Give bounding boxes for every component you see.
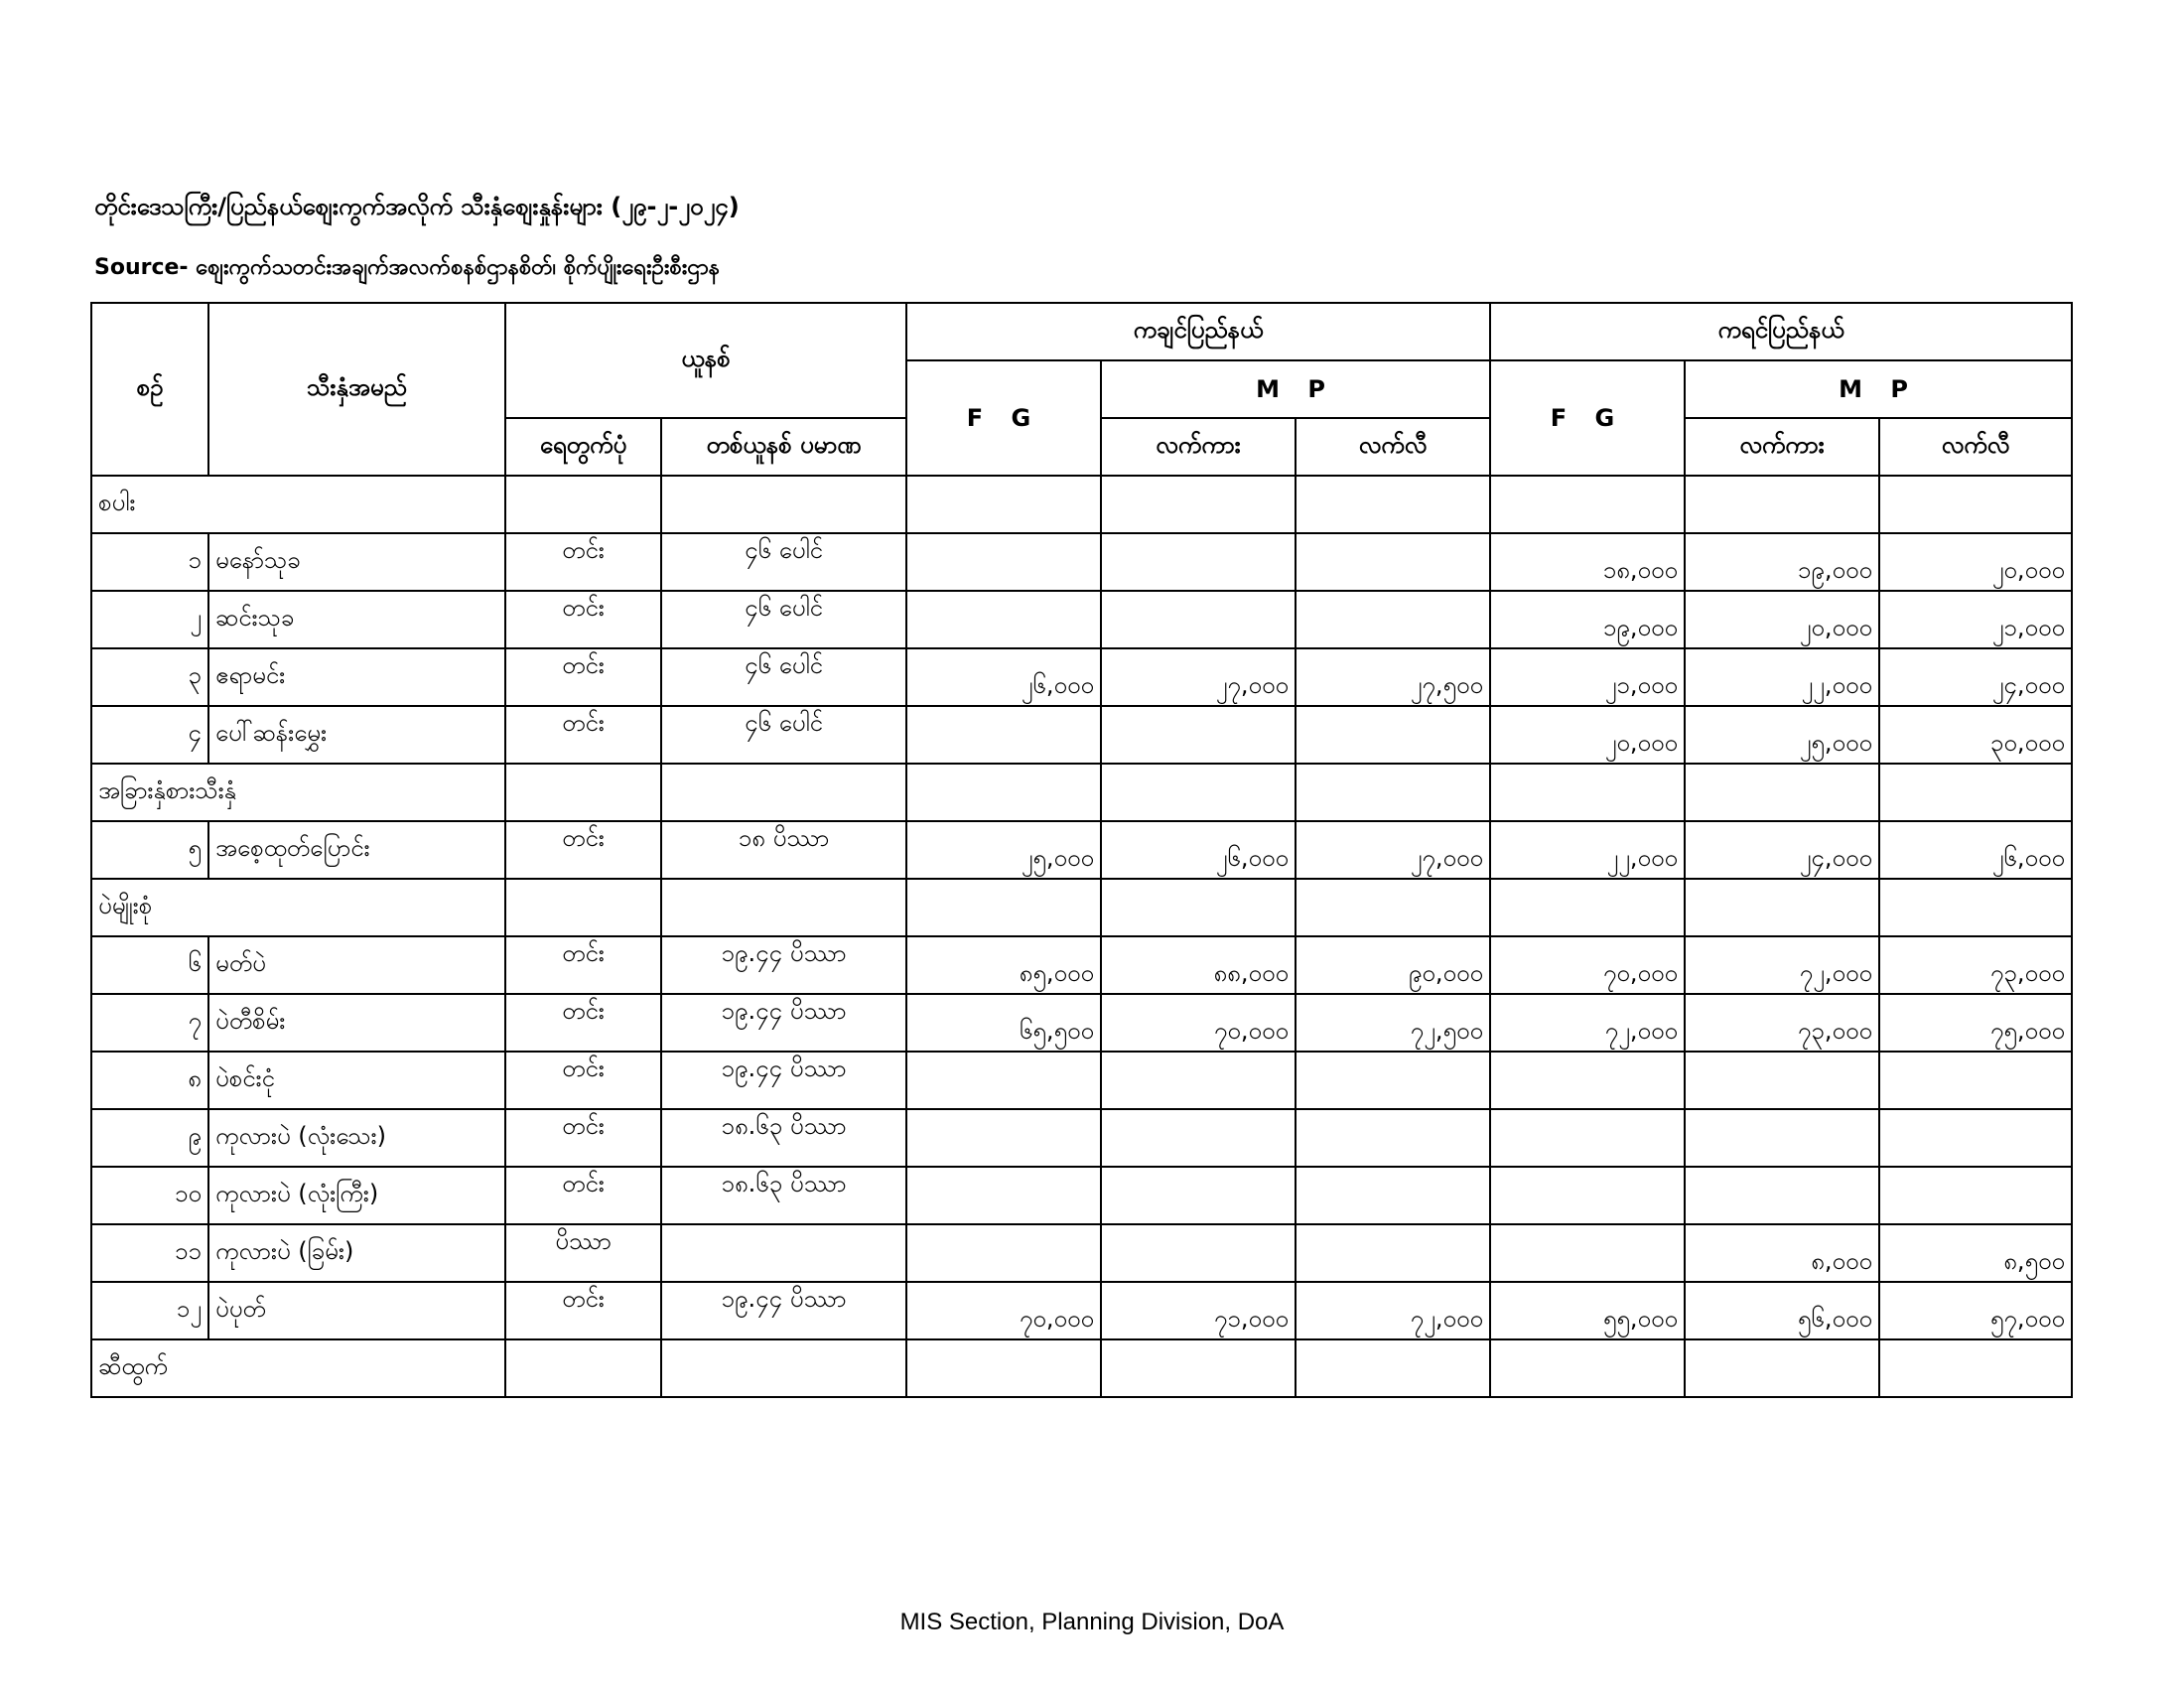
- kayin-retail-price: ၂၆,၀၀၀: [1879, 821, 2072, 879]
- kachin-retail-price: [1296, 533, 1490, 591]
- kachin-retail-price: [1296, 1109, 1490, 1167]
- page-footer: MIS Section, Planning Division, DoA: [899, 1609, 1285, 1635]
- kachin-wholesale-price: [1101, 706, 1296, 764]
- kayin-retail-price: [1879, 1109, 2072, 1167]
- table-row: [91, 591, 2072, 648]
- kayin-fg-price: [1490, 1052, 1685, 1109]
- header-kayin-mp: M P: [1685, 360, 2072, 418]
- source-line: Source- စျေးကွက်သတင်းအချက်အလက်စနစ်ဌာနစိတ်၊ စိုက်ပျိုးရေးဦးစီးဌာန: [94, 255, 720, 280]
- kayin-wholesale-price: ၇၃,၀၀၀: [1685, 994, 1879, 1052]
- per-unit-qty: ၁၉.၄၄ ပိဿာ: [661, 1282, 906, 1339]
- crop-name: ပဲပုတ်: [208, 1282, 505, 1339]
- row-no: ၆: [91, 936, 208, 994]
- kayin-fg-price: [1490, 1109, 1685, 1167]
- header-kachin-state: ကချင်ပြည်နယ်: [906, 303, 1490, 360]
- crop-name: ဆင်းသုခ: [208, 591, 505, 648]
- kachin-retail-price: ၂၇,၀၀၀: [1296, 821, 1490, 879]
- per-unit-qty: ၁၈.၆၃ ပိဿာ: [661, 1109, 906, 1167]
- kayin-fg-price: ၁၈,၀၀၀: [1490, 533, 1685, 591]
- table-row: [91, 1282, 2072, 1339]
- crop-name: ကုလားပဲ (လုံးသေး): [208, 1109, 505, 1167]
- crop-name: ဧရာမင်း: [208, 648, 505, 706]
- crop-name: မနော်သုခ: [208, 533, 505, 591]
- table-row: [91, 994, 2072, 1052]
- kachin-wholesale-price: [1101, 1224, 1296, 1282]
- header-kayin-retail: လက်လီ: [1879, 418, 2072, 476]
- row-no: ၁: [91, 533, 208, 591]
- unit-type: တင်း: [505, 648, 661, 706]
- per-unit-qty: [661, 1224, 906, 1282]
- kayin-retail-price: [1879, 1167, 2072, 1224]
- kachin-fg-price: [906, 533, 1101, 591]
- unit-type: တင်း: [505, 1167, 661, 1224]
- category-row: [91, 764, 2072, 821]
- table-body: [91, 476, 2072, 1397]
- row-no: ၁၂: [91, 1282, 208, 1339]
- kayin-fg-price: ၇၀,၀၀၀: [1490, 936, 1685, 994]
- crop-name: ပဲစင်းငုံ: [208, 1052, 505, 1109]
- category-row: [91, 1339, 2072, 1397]
- header-unit-group: ယူနစ်: [505, 303, 906, 418]
- kayin-retail-price: ၂၀,၀၀၀: [1879, 533, 2072, 591]
- kayin-retail-price: ၈,၅၀၀: [1879, 1224, 2072, 1282]
- category-label-pulses: ပဲမျိုးစုံ: [91, 879, 505, 936]
- kayin-wholesale-price: [1685, 1167, 1879, 1224]
- crop-name: အစေ့ထုတ်ပြောင်း: [208, 821, 505, 879]
- crop-name: မတ်ပဲ: [208, 936, 505, 994]
- unit-type: တင်း: [505, 1282, 661, 1339]
- table-row: [91, 821, 2072, 879]
- kachin-wholesale-price: ၇၁,၀၀၀: [1101, 1282, 1296, 1339]
- kachin-fg-price: [906, 591, 1101, 648]
- kayin-wholesale-price: ၂၄,၀၀၀: [1685, 821, 1879, 879]
- kayin-wholesale-price: ၂၀,၀၀၀: [1685, 591, 1879, 648]
- kachin-fg-price: [906, 1052, 1101, 1109]
- kachin-fg-price: ၈၅,၀၀၀: [906, 936, 1101, 994]
- kayin-retail-price: ၇၅,၀၀၀: [1879, 994, 2072, 1052]
- row-no: ၂: [91, 591, 208, 648]
- kachin-retail-price: [1296, 1167, 1490, 1224]
- kachin-fg-price: ၂၆,၀၀၀: [906, 648, 1101, 706]
- crop-name: ကုလားပဲ (ခြမ်း): [208, 1224, 505, 1282]
- kayin-fg-price: ၂၂,၀၀၀: [1490, 821, 1685, 879]
- kachin-fg-price: [906, 1224, 1101, 1282]
- row-no: ၅: [91, 821, 208, 879]
- table-row: [91, 1224, 2072, 1282]
- kachin-fg-price: [906, 706, 1101, 764]
- unit-type: တင်း: [505, 821, 661, 879]
- unit-type: တင်း: [505, 994, 661, 1052]
- kachin-retail-price: ၂၇,၅၀၀: [1296, 648, 1490, 706]
- category-label-oilseeds: ဆီထွက်: [91, 1339, 505, 1397]
- table-row: [91, 1109, 2072, 1167]
- per-unit-qty: ၁၉.၄၄ ပိဿာ: [661, 1052, 906, 1109]
- kayin-fg-price: ၂၀,၀၀၀: [1490, 706, 1685, 764]
- kachin-retail-price: [1296, 706, 1490, 764]
- per-unit-qty: ၁၉.၄၄ ပိဿာ: [661, 936, 906, 994]
- kachin-fg-price: ၂၅,၀၀၀: [906, 821, 1101, 879]
- kayin-wholesale-price: ၅၆,၀၀၀: [1685, 1282, 1879, 1339]
- unit-type: ပိဿာ: [505, 1224, 661, 1282]
- row-no: ၇: [91, 994, 208, 1052]
- kachin-retail-price: [1296, 1052, 1490, 1109]
- kayin-fg-price: ၂၁,၀၀၀: [1490, 648, 1685, 706]
- header-per-unit-qty: တစ်ယူနစ် ပမာဏ: [661, 418, 906, 476]
- kayin-wholesale-price: ၂၂,၀၀၀: [1685, 648, 1879, 706]
- kayin-fg-price: ၅၅,၀၀၀: [1490, 1282, 1685, 1339]
- kachin-fg-price: ၆၅,၅၀၀: [906, 994, 1101, 1052]
- kayin-fg-price: ၁၉,၀၀၀: [1490, 591, 1685, 648]
- kachin-wholesale-price: [1101, 1167, 1296, 1224]
- kachin-wholesale-price: ၂၆,၀၀၀: [1101, 821, 1296, 879]
- header-kayin-wholesale: လက်ကား: [1685, 418, 1879, 476]
- table-row: [91, 648, 2072, 706]
- table-row: [91, 1052, 2072, 1109]
- kachin-retail-price: ၉၀,၀၀၀: [1296, 936, 1490, 994]
- crop-name: ပေါ်ဆန်းမွှေး: [208, 706, 505, 764]
- kachin-wholesale-price: ၂၇,၀၀၀: [1101, 648, 1296, 706]
- kayin-retail-price: ၂၄,၀၀၀: [1879, 648, 2072, 706]
- kayin-wholesale-price: ၈,၀၀၀: [1685, 1224, 1879, 1282]
- kayin-wholesale-price: [1685, 1052, 1879, 1109]
- kayin-wholesale-price: ၇၂,၀၀၀: [1685, 936, 1879, 994]
- crop-name: ကုလားပဲ (လုံးကြီး): [208, 1167, 505, 1224]
- header-kayin-state: ကရင်ပြည်နယ်: [1490, 303, 2072, 360]
- per-unit-qty: ၄၆ ပေါင်: [661, 533, 906, 591]
- unit-type: တင်း: [505, 1109, 661, 1167]
- header-kachin-fg: F G: [906, 360, 1101, 476]
- kachin-wholesale-price: [1101, 591, 1296, 648]
- kayin-retail-price: ၃၀,၀၀၀: [1879, 706, 2072, 764]
- unit-type: တင်း: [505, 533, 661, 591]
- header-no: စဉ်: [91, 303, 208, 476]
- table-row: [91, 1167, 2072, 1224]
- header-kachin-mp: M P: [1101, 360, 1490, 418]
- per-unit-qty: ၁၉.၄၄ ပိဿာ: [661, 994, 906, 1052]
- row-no: ၄: [91, 706, 208, 764]
- table-header: [91, 303, 2072, 476]
- header-kachin-wholesale: လက်ကား: [1101, 418, 1296, 476]
- row-no: ၁၀: [91, 1167, 208, 1224]
- kachin-fg-price: ၇၀,၀၀၀: [906, 1282, 1101, 1339]
- header-crop-name: သီးနှံအမည်: [208, 303, 505, 476]
- kayin-retail-price: ၂၁,၀၀၀: [1879, 591, 2072, 648]
- unit-type: တင်း: [505, 1052, 661, 1109]
- kachin-retail-price: ၇၂,၀၀၀: [1296, 1282, 1490, 1339]
- header-kachin-retail: လက်လီ: [1296, 418, 1490, 476]
- unit-type: တင်း: [505, 706, 661, 764]
- category-label-other-cereals: အခြားနှံစားသီးနှံ: [91, 764, 505, 821]
- kayin-retail-price: [1879, 1052, 2072, 1109]
- row-no: ၈: [91, 1052, 208, 1109]
- table-row: [91, 706, 2072, 764]
- kayin-wholesale-price: [1685, 1109, 1879, 1167]
- kachin-wholesale-price: [1101, 1052, 1296, 1109]
- category-row: [91, 476, 2072, 533]
- kayin-fg-price: ၇၂,၀၀၀: [1490, 994, 1685, 1052]
- page-title: တိုင်းဒေသကြီး/ပြည်နယ်စျေးကွက်အလိုက် သီးနှံစျေးနှုန်းများ (၂၉-၂-၂၀၂၄): [94, 193, 740, 220]
- table-row: [91, 533, 2072, 591]
- per-unit-qty: ၄၆ ပေါင်: [661, 706, 906, 764]
- kachin-wholesale-price: ၈၈,၀၀၀: [1101, 936, 1296, 994]
- kayin-fg-price: [1490, 1224, 1685, 1282]
- header-unit-type: ရေတွက်ပုံ: [505, 418, 661, 476]
- kayin-wholesale-price: ၁၉,၀၀၀: [1685, 533, 1879, 591]
- row-no: ၁၁: [91, 1224, 208, 1282]
- row-no: ၃: [91, 648, 208, 706]
- kachin-wholesale-price: [1101, 1109, 1296, 1167]
- per-unit-qty: ၁၈ ပိဿာ: [661, 821, 906, 879]
- per-unit-qty: ၁၈.၆၃ ပိဿာ: [661, 1167, 906, 1224]
- per-unit-qty: ၄၆ ပေါင်: [661, 591, 906, 648]
- kayin-wholesale-price: ၂၅,၀၀၀: [1685, 706, 1879, 764]
- kachin-wholesale-price: [1101, 533, 1296, 591]
- kachin-retail-price: ၇၂,၅၀၀: [1296, 994, 1490, 1052]
- kayin-fg-price: [1490, 1167, 1685, 1224]
- kachin-retail-price: [1296, 591, 1490, 648]
- table-row: [91, 936, 2072, 994]
- kayin-retail-price: ၇၃,၀၀၀: [1879, 936, 2072, 994]
- header-kayin-fg: F G: [1490, 360, 1685, 476]
- category-row: [91, 879, 2072, 936]
- unit-type: တင်း: [505, 936, 661, 994]
- kachin-fg-price: [906, 1167, 1101, 1224]
- crop-name: ပဲတီစိမ်း: [208, 994, 505, 1052]
- kachin-fg-price: [906, 1109, 1101, 1167]
- kachin-wholesale-price: ၇၀,၀၀၀: [1101, 994, 1296, 1052]
- price-table: [90, 302, 2073, 1398]
- kachin-retail-price: [1296, 1224, 1490, 1282]
- row-no: ၉: [91, 1109, 208, 1167]
- per-unit-qty: ၄၆ ပေါင်: [661, 648, 906, 706]
- category-label-paddy: စပါး: [91, 476, 505, 533]
- unit-type: တင်း: [505, 591, 661, 648]
- kayin-retail-price: ၅၇,၀၀၀: [1879, 1282, 2072, 1339]
